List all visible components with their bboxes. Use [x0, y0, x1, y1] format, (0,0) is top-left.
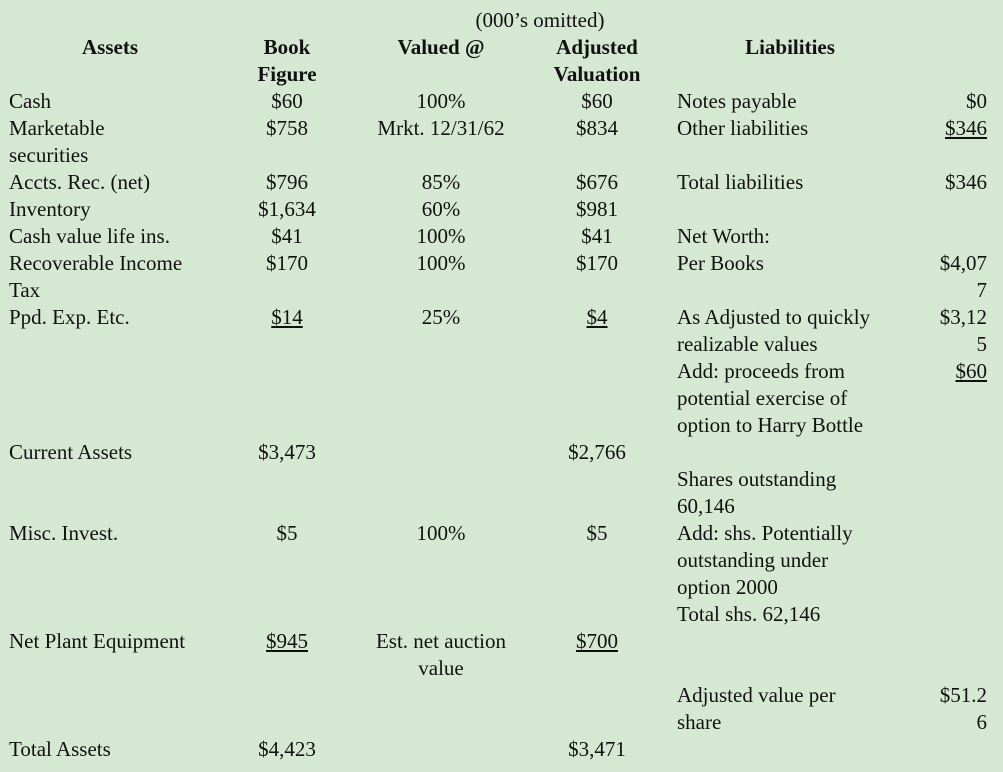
- cash-book: $60: [271, 89, 303, 113]
- total-shares-label: Total shs. 62,146: [677, 602, 821, 626]
- notes-payable-label: Notes payable: [677, 89, 797, 113]
- inventory-label: Inventory: [9, 197, 91, 221]
- net-plant-valued-2: value: [418, 656, 464, 680]
- misc-invest-adjusted: $5: [586, 521, 608, 545]
- prepaid-label: Ppd. Exp. Etc.: [9, 305, 130, 329]
- inventory-book: $1,634: [258, 197, 316, 221]
- proceeds-label-1: Add: proceeds from: [677, 359, 845, 383]
- as-adjusted-amount-2: 5: [976, 332, 987, 356]
- assets-header: Assets: [82, 35, 138, 59]
- securities-label-1: Marketable: [9, 116, 105, 140]
- other-liabilities-label: Other liabilities: [677, 116, 809, 140]
- misc-invest-book: $5: [276, 521, 298, 545]
- receivables-valued: 85%: [421, 170, 461, 194]
- life-ins-book: $41: [271, 224, 303, 248]
- securities-adjusted: $834: [576, 116, 618, 140]
- as-adjusted-label-2: realizable values: [677, 332, 818, 356]
- inventory-valued: 60%: [421, 197, 461, 221]
- securities-valued: Mrkt. 12/31/62: [377, 116, 505, 140]
- income-tax-valued: 100%: [416, 251, 466, 275]
- cash-valued: 100%: [416, 89, 466, 113]
- current-assets-book: $3,473: [258, 440, 316, 464]
- current-assets-adjusted: $2,766: [568, 440, 626, 464]
- securities-label-2: securities: [9, 143, 89, 167]
- receivables-label: Accts. Rec. (net): [9, 170, 151, 194]
- life-ins-adjusted: $41: [581, 224, 613, 248]
- net-plant-valued-1: Est. net auction: [375, 629, 507, 653]
- total-assets-book: $4,423: [258, 737, 316, 761]
- adjusted-header-1: Adjusted: [556, 35, 638, 59]
- net-plant-label: Net Plant Equipment: [9, 629, 186, 653]
- cash-adjusted: $60: [581, 89, 613, 113]
- receivables-book: $796: [266, 170, 308, 194]
- per-share-amount-1: $51.2: [939, 683, 987, 707]
- total-liabilities-label: Total liabilities: [677, 170, 804, 194]
- income-tax-label-1: Recoverable Income: [9, 251, 183, 275]
- prepaid-adjusted: $4: [586, 305, 608, 329]
- total-assets-adjusted: $3,471: [568, 737, 626, 761]
- total-liabilities-amount: $346: [945, 170, 987, 194]
- income-tax-label-2: Tax: [9, 278, 41, 302]
- net-plant-book: $945: [266, 629, 308, 653]
- potential-shares-label-2: outstanding under: [677, 548, 829, 572]
- income-tax-book: $170: [266, 251, 308, 275]
- prepaid-book: $14: [271, 305, 303, 329]
- inventory-adjusted: $981: [576, 197, 618, 221]
- income-tax-adjusted: $170: [576, 251, 618, 275]
- as-adjusted-amount-1: $3,12: [939, 305, 987, 329]
- per-books-amount-2: 7: [976, 278, 987, 302]
- per-books-amount-1: $4,07: [939, 251, 987, 275]
- adjusted-header-2: Valuation: [553, 62, 641, 86]
- shares-outstanding-label-1: Shares outstanding: [677, 467, 837, 491]
- other-liabilities-amount: $346: [945, 116, 987, 140]
- net-plant-adjusted: $700: [576, 629, 618, 653]
- shares-outstanding-label-2: 60,146: [677, 494, 735, 518]
- securities-book: $758: [266, 116, 308, 140]
- per-share-label-1: Adjusted value per: [677, 683, 836, 707]
- receivables-adjusted: $676: [576, 170, 618, 194]
- proceeds-label-2: potential exercise of: [677, 386, 848, 410]
- book-header-2: Figure: [257, 62, 317, 86]
- cash-label: Cash: [9, 89, 51, 113]
- potential-shares-label-3: option 2000: [677, 575, 778, 599]
- life-ins-label: Cash value life ins.: [9, 224, 170, 248]
- misc-invest-valued: 100%: [416, 521, 466, 545]
- proceeds-label-3: option to Harry Bottle: [677, 413, 864, 437]
- total-assets-label: Total Assets: [9, 737, 111, 761]
- per-books-label: Per Books: [677, 251, 764, 275]
- net-worth-heading: Net Worth:: [677, 224, 770, 248]
- valued-header: Valued @: [397, 35, 485, 59]
- current-assets-label: Current Assets: [9, 440, 133, 464]
- book-header-1: Book: [263, 35, 311, 59]
- misc-invest-label: Misc. Invest.: [9, 521, 119, 545]
- as-adjusted-label-1: As Adjusted to quickly: [677, 305, 871, 329]
- per-share-amount-2: 6: [976, 710, 987, 734]
- prepaid-valued: 25%: [421, 305, 461, 329]
- notes-payable-amount: $0: [966, 89, 987, 113]
- omitted-note: (000’s omitted): [475, 8, 605, 32]
- proceeds-amount: $60: [955, 359, 987, 383]
- per-share-label-2: share: [677, 710, 722, 734]
- life-ins-valued: 100%: [416, 224, 466, 248]
- potential-shares-label-1: Add: shs. Potentially: [677, 521, 853, 545]
- liabilities-header: Liabilities: [745, 35, 835, 59]
